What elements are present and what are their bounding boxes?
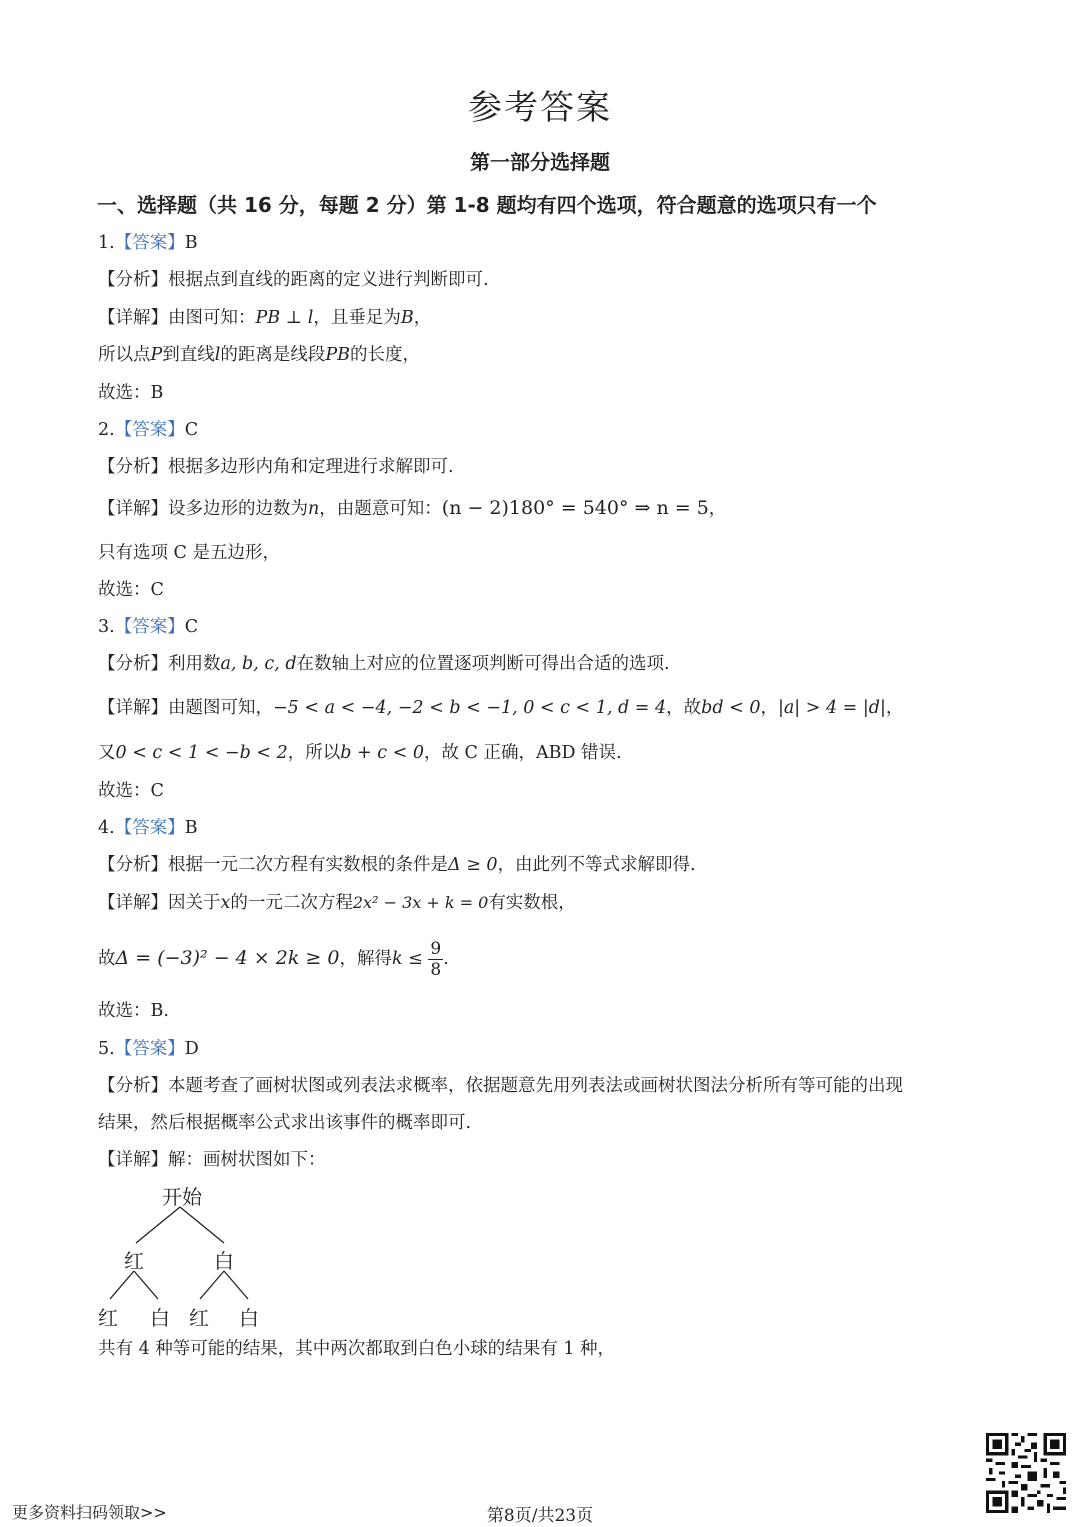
q4-answer: B [184,818,198,838]
tree-edge [224,1271,248,1299]
analysis-tag: 【分析】 [98,1076,168,1096]
section-heading: 一、选择题（共 16 分，每题 2 分）第 1-8 题均有四个选项，符合题意的选项只有一个 [97,193,877,217]
probability-tree [0,1175,1080,1335]
q3-detail [98,696,903,720]
q3-detail-math1: −5 < a < −4, −2 < b < −1, 0 < c < 1, d = 4 [273,698,667,718]
q2-detail-text-b: ，由题意可知： [319,499,442,519]
detail-tag: 【详解】 [98,1150,168,1170]
q5-detail [98,1148,326,1172]
q5-answer-line [98,1037,199,1061]
q2-detail [98,496,726,521]
q4-line2-text-b: ，解得 [339,949,392,969]
tree-edge [110,1271,134,1299]
detail-tag: 【详解】 [98,308,168,328]
q2-detail-n: n [308,499,320,519]
q5-conclusion: 共有 4 种等可能的结果，其中两次都取到白色小球的结果有 1 种， [98,1339,616,1359]
answer-tag: 【答案】 [114,420,185,440]
q1-line2-l: l [214,345,221,365]
tree-leaf-white: 白 [239,1306,259,1330]
answer-tag: 【答案】 [114,617,185,637]
q4-conclusion: 故选：B. [98,1001,169,1021]
q1-answer-line [98,231,198,255]
q5-analysis-line2: 结果，然后根据概率公式求出该事件的概率即可. [98,1113,472,1133]
q3-answer: C [184,617,199,637]
q1-line2-pb: PB [325,345,351,365]
q4-line2-text-a: 故 [98,949,116,969]
part-heading: 第一部分选择题 [470,150,610,174]
q4-line2 [98,936,449,981]
tree-leaf-white: 白 [150,1306,170,1330]
q4-analysis [98,853,696,877]
q1-detail-text: 由图可知： [168,308,256,328]
q5-number: 5. [98,1039,115,1059]
q4-analysis-text-a: 根据一元二次方程有实数根的条件是 [168,855,448,875]
detail-tag: 【详解】 [98,698,168,718]
q1-detail-text-d: ， [413,308,432,328]
q4-detail-math: 2x² − 3x + k = 0 [352,893,489,912]
q1-line2-p: P [150,345,163,365]
q4-fraction [428,939,443,980]
q3-analysis-text-a: 利用数 [168,654,221,674]
q1-number: 1. [98,233,115,253]
q1-line2-text-d: 的长度， [350,345,421,365]
q2-answer-line [98,418,198,442]
q2-line2: 只有选项 C 是五边形， [98,543,281,563]
q5-analysis-text-1: 本题考查了画树状图或列表法求概率，依据题意先用列表法或画树状图法分析所有等可能的出现 [168,1076,903,1096]
detail-tag: 【详解】 [98,499,168,519]
q5-analysis [98,1074,903,1098]
q4-analysis-math: Δ ≥ 0 [448,855,498,875]
analysis-tag: 【分析】 [98,855,168,875]
q1-detail-var: B [400,308,414,328]
tree-node-white: 白 [214,1249,234,1273]
q1-conclusion: 故选：B [98,383,164,403]
q4-answer-line [98,816,198,840]
q4-number: 4. [98,818,115,838]
q3-line2-math2: b + c < 0 [340,743,424,763]
tree-node-red: 红 [124,1249,144,1273]
q3-analysis-text-b: 在数轴上对应的位置逐项判断可得出合适的选项. [296,654,670,674]
q1-analysis [98,268,489,292]
tree-leaf-red: 红 [98,1306,118,1330]
q4-line2-math: Δ = (−3)² − 4 × 2k ≥ 0 [115,947,340,969]
q3-detail-text-a: 由题图可知， [168,698,273,718]
fraction-numerator: 9 [430,939,442,959]
tree-edge [180,1207,224,1243]
q5-detail-text: 解：画树状图如下： [168,1150,326,1170]
analysis-tag: 【分析】 [98,654,168,674]
q3-analysis [98,652,670,676]
q1-detail-math: PB ⊥ l [255,308,314,328]
q2-detail-text-c: ， [708,499,727,519]
tree-edge [136,1207,180,1243]
q1-detail-text-b: ，且垂足为 [313,308,401,328]
q3-line2-text-a: 又 [98,743,116,763]
q3-line2-text-c: ，故 C 正确，ABD 错误. [423,743,622,763]
q3-conclusion: 故选：C [98,781,164,801]
tree-edge [134,1271,158,1299]
answer-tag: 【答案】 [114,233,185,253]
q1-detail [98,306,431,330]
q5-answer: D [184,1039,199,1059]
q2-detail-text-a: 设多边形的边数为 [168,499,308,519]
q3-answer-line [98,615,198,639]
q4-detail-text-c: 有实数根， [488,893,576,913]
q3-line2-text-b: ，所以 [287,743,341,763]
q3-detail-math3: |a| > 4 = |d| [777,698,886,718]
q3-line2 [98,741,622,765]
q4-detail-x: x [220,893,231,913]
q4-detail [98,891,576,915]
q4-line2-text-c: . [443,949,449,969]
q1-line2-text-b: 到直线 [162,345,215,365]
q4-analysis-text-b: ，由此列不等式求解即得. [497,855,696,875]
q3-detail-text-c: ， [760,698,778,718]
tree-edge [200,1271,224,1299]
q3-detail-text-b: ，故 [666,698,702,718]
q2-conclusion: 故选：C [98,580,164,600]
answer-tag: 【答案】 [114,1039,185,1059]
q3-number: 3. [98,617,115,637]
q2-answer: C [184,420,199,440]
tree-root: 开始 [162,1185,202,1209]
q3-detail-text-d: ， [885,698,904,718]
q1-line2-text-a: 所以点 [98,345,151,365]
tree-leaf-red: 红 [189,1306,209,1330]
q2-number: 2. [98,420,115,440]
q3-detail-math2: bd < 0 [701,698,761,718]
q4-detail-text-b: 的一元二次方程 [230,893,353,913]
footer-promo-link[interactable]: 更多资料扫码领取>> [12,1503,167,1522]
q3-line2-math1: 0 < c < 1 < −b < 2 [115,743,288,763]
analysis-tag: 【分析】 [98,270,168,290]
analysis-tag: 【分析】 [98,457,168,477]
page-number: 第8页/共23页 [486,1506,594,1526]
q4-detail-text-a: 因关于 [168,893,221,913]
q2-detail-math: (n − 2)180° = 540° ⇒ n = 5 [441,497,709,519]
detail-tag: 【详解】 [98,893,168,913]
q1-line2-text-c: 的距离是线段 [220,345,326,365]
q1-analysis-text: 根据点到直线的距离的定义进行判断即可. [168,270,489,290]
q4-line2-k: k ≤ [391,949,423,969]
q3-analysis-vars: a, b, c, d [220,654,297,674]
q1-answer: B [184,233,198,253]
page-title: 参考答案 [468,88,612,128]
answer-tag: 【答案】 [114,818,185,838]
fraction-denominator: 8 [430,960,442,980]
q1-detail-line2 [98,343,420,367]
q2-analysis-text: 根据多边形内角和定理进行求解即可. [168,457,454,477]
q2-analysis [98,455,454,479]
